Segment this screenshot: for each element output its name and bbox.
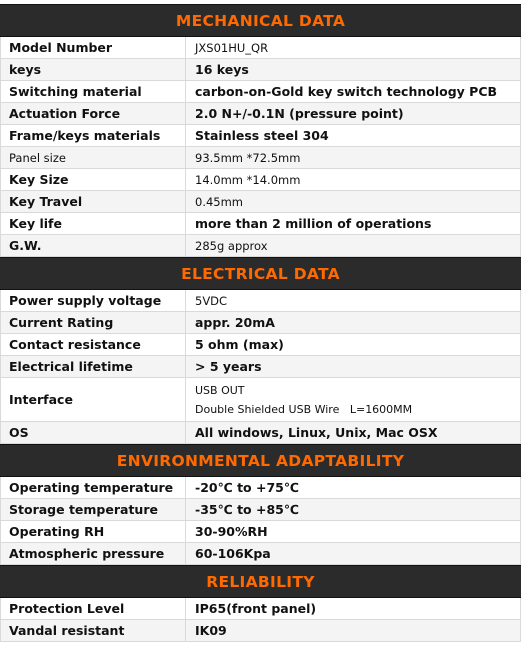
spec-label: OS xyxy=(1,422,186,443)
table-row xyxy=(1,37,520,59)
spec-value xyxy=(186,378,520,421)
section-header-environmental: ENVIRONMENTAL ADAPTABILITY xyxy=(0,444,521,477)
spec-label: Frame/keys materials xyxy=(1,125,186,146)
table-row xyxy=(1,290,520,312)
table-row xyxy=(1,422,520,444)
reliability-table xyxy=(0,598,521,642)
mechanical-table xyxy=(0,37,521,257)
spec-sheet xyxy=(0,4,521,642)
spec-label: Panel size xyxy=(1,147,186,168)
spec-value: 16 keys xyxy=(195,62,249,77)
table-row xyxy=(1,125,520,147)
section-header-electrical: ELECTRICAL DATA xyxy=(0,257,521,290)
spec-label: Contact resistance xyxy=(1,334,186,355)
spec-label: Model Number xyxy=(1,37,186,58)
spec-label: Current Rating xyxy=(1,312,186,333)
spec-label: Atmospheric pressure xyxy=(1,543,186,564)
spec-value: 285g approx xyxy=(195,238,268,253)
spec-value: carbon-on-Gold key switch technology PCB xyxy=(195,84,498,99)
spec-value: IK09 xyxy=(195,623,227,638)
spec-label: Protection Level xyxy=(1,598,186,619)
spec-value: IP65(front panel) xyxy=(195,601,317,616)
electrical-table xyxy=(0,290,521,444)
spec-label: Actuation Force xyxy=(1,103,186,124)
table-row xyxy=(1,169,520,191)
interface-line-1: USB OUT xyxy=(195,383,245,397)
spec-label: Key Size xyxy=(1,169,186,190)
table-row xyxy=(1,213,520,235)
spec-label: Power supply voltage xyxy=(1,290,186,311)
section-header-reliability: RELIABILITY xyxy=(0,565,521,598)
table-row xyxy=(1,598,520,620)
spec-value: -35℃ to +85℃ xyxy=(195,502,299,517)
spec-value: JXS01HU_QR xyxy=(195,40,269,55)
spec-value: 5VDC xyxy=(195,293,228,308)
spec-label: keys xyxy=(1,59,186,80)
spec-label: Key Travel xyxy=(1,191,186,212)
spec-label: Operating temperature xyxy=(1,477,186,498)
spec-label: Vandal resistant xyxy=(1,620,186,641)
table-row xyxy=(1,620,520,642)
spec-value: 5 ohm (max) xyxy=(195,337,284,352)
spec-label: Operating RH xyxy=(1,521,186,542)
table-row xyxy=(1,334,520,356)
spec-value: more than 2 million of operations xyxy=(195,216,432,231)
table-row xyxy=(1,356,520,378)
table-row xyxy=(1,378,520,422)
table-row xyxy=(1,191,520,213)
table-row xyxy=(1,543,520,565)
spec-value: appr. 20mA xyxy=(195,315,275,330)
table-row xyxy=(1,103,520,125)
table-row xyxy=(1,235,520,257)
spec-label: Key life xyxy=(1,213,186,234)
table-row xyxy=(1,81,520,103)
spec-value: All windows, Linux, Unix, Mac OSX xyxy=(195,425,438,440)
spec-value: -20℃ to +75℃ xyxy=(195,480,299,495)
spec-value: Stainless steel 304 xyxy=(195,128,329,143)
spec-value: > 5 years xyxy=(195,359,262,374)
table-row xyxy=(1,499,520,521)
spec-label: Switching material xyxy=(1,81,186,102)
spec-label: Electrical lifetime xyxy=(1,356,186,377)
spec-value: 0.45mm xyxy=(195,194,244,209)
spec-label: G.W. xyxy=(1,235,186,256)
table-row xyxy=(1,477,520,499)
table-row xyxy=(1,147,520,169)
interface-line-2: Double Shielded USB Wire L=1600MM xyxy=(195,402,413,416)
section-header-mechanical: MECHANICAL DATA xyxy=(0,4,521,37)
table-row xyxy=(1,59,520,81)
spec-value: 14.0mm *14.0mm xyxy=(195,172,301,187)
spec-value: 2.0 N+/-0.1N (pressure point) xyxy=(195,106,404,121)
table-row xyxy=(1,521,520,543)
spec-label: Storage temperature xyxy=(1,499,186,520)
environmental-table xyxy=(0,477,521,565)
spec-label: Interface xyxy=(1,378,186,421)
spec-value: 60-106Kpa xyxy=(195,546,271,561)
table-row xyxy=(1,312,520,334)
spec-value: 30-90%RH xyxy=(195,524,268,539)
spec-value: 93.5mm *72.5mm xyxy=(195,150,301,165)
